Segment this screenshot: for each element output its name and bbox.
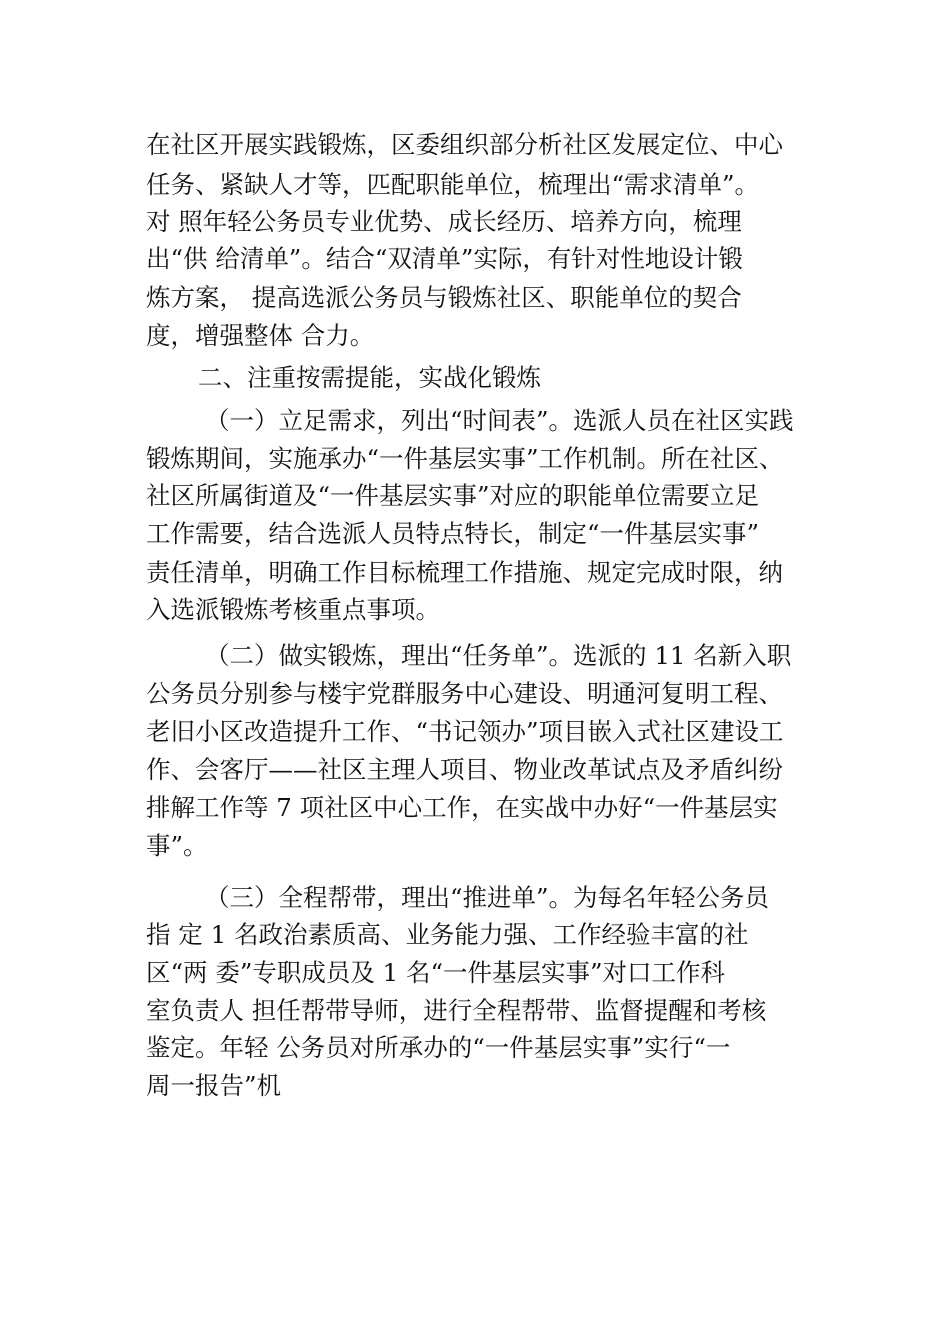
text-line: 炼方案， 提高选派公务员与锻炼社区、职能单位的契合: [146, 283, 742, 312]
text-line: 事”。: [146, 831, 208, 860]
text-line: 入选派锻炼考核重点事项。: [146, 595, 440, 624]
text-line: 区“两 委”专职成员及 1 名“一件基层实事”对口工作科: [146, 958, 726, 987]
text-line: 度，增强整体 合力。: [146, 321, 375, 350]
text-line: 社区所属街道及“一件基层实事”对应的职能单位需要立足: [146, 481, 760, 510]
text-line: 排解工作等 7 项社区中心工作，在实战中办好“一件基层实: [146, 793, 778, 822]
text-line: 任务、紧缺人才等，匹配职能单位，梳理出“需求清单”。: [146, 170, 760, 199]
text-line: 指 定 1 名政治素质高、业务能力强、工作经验丰富的社: [146, 920, 749, 949]
section-heading: 二、注重按需提能，实战化锻炼: [198, 363, 541, 392]
text-line: 责任清单，明确工作目标梳理工作措施、规定完成时限，纳: [146, 558, 783, 587]
text-line: 作、会客厅——社区主理人项目、物业改革试点及矛盾纠纷: [146, 755, 783, 784]
text-line: （一）立足需求，列出“时间表”。选派人员在社区实践: [205, 406, 794, 435]
text-line: 室负责人 担任帮带导师，进行全程帮带、监督提醒和考核: [146, 996, 767, 1025]
text-line: 周一报告”机: [146, 1071, 282, 1100]
text-line: 公务员分别参与楼宇党群服务中心建设、明通河复明工程、: [146, 679, 783, 708]
text-line: 对 照年轻公务员专业优势、成长经历、培养方向，梳理: [146, 207, 742, 236]
text-line: 鉴定。年轻 公务员对所承办的“一件基层实事”实行“一: [146, 1033, 731, 1062]
text-line: 在社区开展实践锻炼，区委组织部分析社区发展定位、中心: [146, 130, 783, 159]
text-line: 工作需要，结合选派人员特点特长，制定“一件基层实事”: [146, 519, 760, 548]
text-line: （二）做实锻炼，理出“任务单”。选派的 11 名新入职: [205, 641, 792, 670]
text-line: 锻炼期间，实施承办“一件基层实事”工作机制。所在社区、: [146, 444, 784, 473]
text-line: 出“供 给清单”。结合“双清单”实际，有针对性地设计锻: [146, 244, 743, 273]
text-line: （三）全程帮带，理出“推进单”。为每名年轻公务员: [205, 883, 770, 912]
text-line: 老旧小区改造提升工作、“书记领办”项目嵌入式社区建设工: [146, 717, 784, 746]
